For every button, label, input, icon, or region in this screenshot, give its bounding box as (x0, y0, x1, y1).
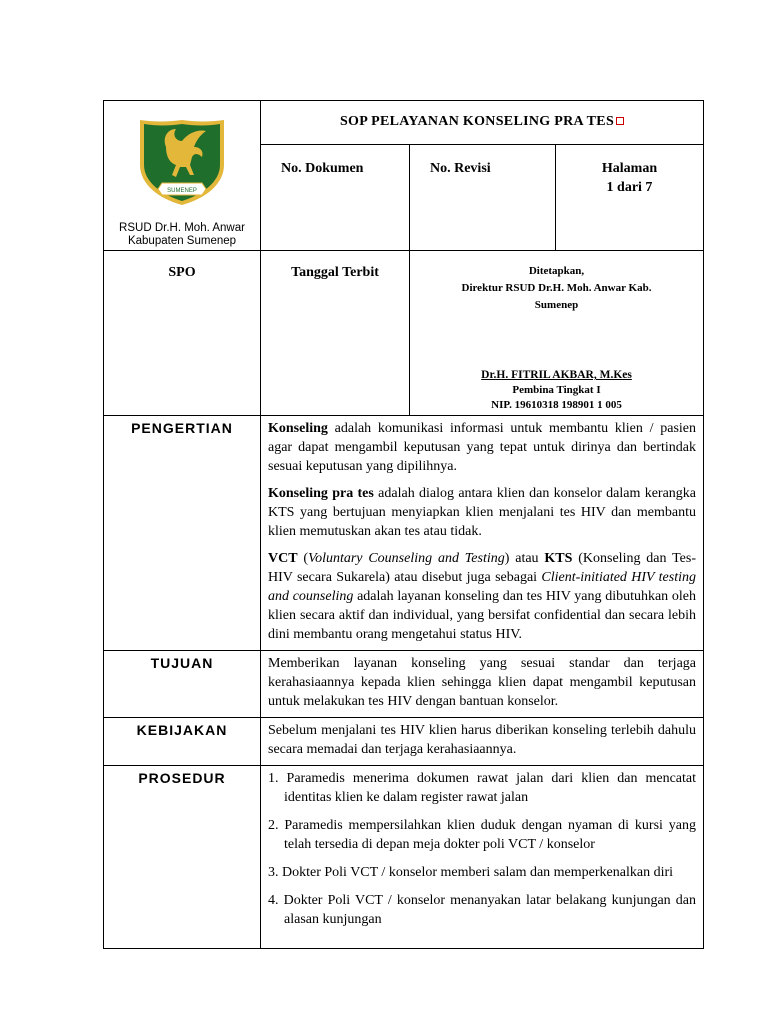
no-revisi-cell (410, 144, 556, 250)
tujuan-content (261, 651, 704, 718)
vct-open: ( (297, 551, 309, 566)
spo-label: SPO (168, 265, 196, 280)
pengertian-content (261, 416, 704, 651)
hospital-name-line1: RSUD Dr.H. Moh. Anwar (119, 222, 245, 234)
no-dokumen-label: No. Dokumen (281, 160, 364, 176)
kebijakan-label: KEBIJAKAN (136, 722, 228, 738)
prosedur-step: 3. Dokter Poli VCT / konselor memberi salam dan memperkenalkan diri (268, 865, 674, 880)
halaman-cell (556, 144, 704, 250)
ditetapkan-cell (410, 251, 704, 416)
vct-atau: ) atau (504, 551, 545, 566)
title-marker-box (616, 117, 624, 125)
halaman-label: Halaman (601, 160, 658, 176)
direktur-line2: Sumenep (534, 299, 579, 311)
document-title-cell (261, 101, 704, 145)
tanggal-terbit-cell (261, 251, 410, 416)
spo-label-cell (104, 251, 261, 416)
pengertian-label: PENGERTIAN (131, 420, 233, 436)
prosedur-label-cell (104, 766, 261, 949)
prosedur-content (261, 766, 704, 949)
kebijakan-content (261, 718, 704, 766)
client-initiated-term: Client-initiated HIV testing and counseling (268, 570, 696, 604)
vct-definition: adalah layanan konseling dan tes HIV yang dibutuhkan oleh klien secara aktif dan individual, yang bersifat confidential dan secara lebih dini membantu orang mengetahui status HIV. (268, 589, 696, 642)
tujuan-text: Memberikan layanan konseling yang sesuai standar dan terjaga kerahasiaannya kepada klien sehingga klien dapat mengambil keputusan untuk melakukan tes HIV dengan bantuan konselor. (268, 656, 696, 709)
signer-rank: Pembina Tingkat I (512, 384, 601, 396)
ditetapkan-label: Ditetapkan, (528, 265, 585, 277)
document-title: SOP PELAYANAN KONSELING PRA TES (339, 114, 615, 130)
pengertian-paragraph-1 (268, 419, 696, 476)
pengertian-paragraph-2 (268, 484, 696, 541)
hospital-name (104, 222, 260, 250)
konseling-pra-tes-definition: adalah dialog antara klien dan konselor dalam kerangka KTS yang bertujuan menyiapkan klien menjalani tes HIV dan membantu klien memutuskan akan tes atau tidak. (268, 486, 696, 539)
logo-ribbon-text: SUMENEP (167, 188, 197, 194)
signer-name: Dr.H. FITRIL AKBAR, M.Kes (481, 369, 632, 381)
prosedur-step: 4. Dokter Poli VCT / konselor menanyakan latar belakang kunjungan dan alasan kunjungan (268, 893, 696, 927)
konseling-term: Konseling (268, 421, 328, 436)
tanggal-terbit-label: Tanggal Terbit (291, 265, 379, 280)
pengertian-paragraph-3 (268, 549, 696, 644)
prosedur-step: 1. Paramedis menerima dokumen rawat jalan dari klien dan mencatat identitas klien ke dalam register rawat jalan (268, 771, 696, 805)
hospital-name-line2: Kabupaten Sumenep (127, 235, 237, 247)
logo-cell (104, 101, 261, 251)
no-dokumen-cell (261, 144, 410, 250)
kebijakan-label-cell (104, 718, 261, 766)
prosedur-step: 2. Paramedis mempersilahkan klien duduk dengan nyaman di kursi yang telah tersedia di depan meja dokter poli VCT / konselor (268, 818, 696, 852)
signer-nip: NIP. 19610318 198901 1 005 (491, 399, 622, 411)
kebijakan-text: Sebelum menjalani tes HIV klien harus diberikan konseling terlebih dahulu secara memadai dan terjaga kerahasiaannya. (268, 723, 696, 757)
hospital-logo (136, 117, 228, 207)
direktur-line1: Direktur RSUD Dr.H. Moh. Anwar Kab. (461, 282, 652, 294)
vct-term: VCT (268, 551, 298, 566)
prosedur-label: PROSEDUR (138, 770, 226, 786)
konseling-pra-tes-term: Konseling pra tes (268, 486, 374, 501)
halaman-value: 1 dari 7 (606, 179, 653, 195)
kts-term: KTS (544, 551, 573, 566)
vct-expansion: Voluntary Counseling and Testing (308, 551, 505, 566)
no-revisi-label: No. Revisi (430, 160, 491, 176)
signer-block (410, 368, 703, 413)
tujuan-label: TUJUAN (150, 655, 214, 671)
pengertian-label-cell (104, 416, 261, 651)
tujuan-label-cell (104, 651, 261, 718)
konseling-definition: adalah komunikasi informasi untuk membantu klien / pasien agar dapat mengambil keputusan yang tepat untuk dirinya dan bertindak sesuai keputusan yang dipilihnya. (268, 421, 696, 474)
sop-table (103, 100, 704, 949)
kts-expansion: (Konseling dan Tes-HIV secara Sukarela) atau disebut juga sebagai (268, 551, 696, 585)
